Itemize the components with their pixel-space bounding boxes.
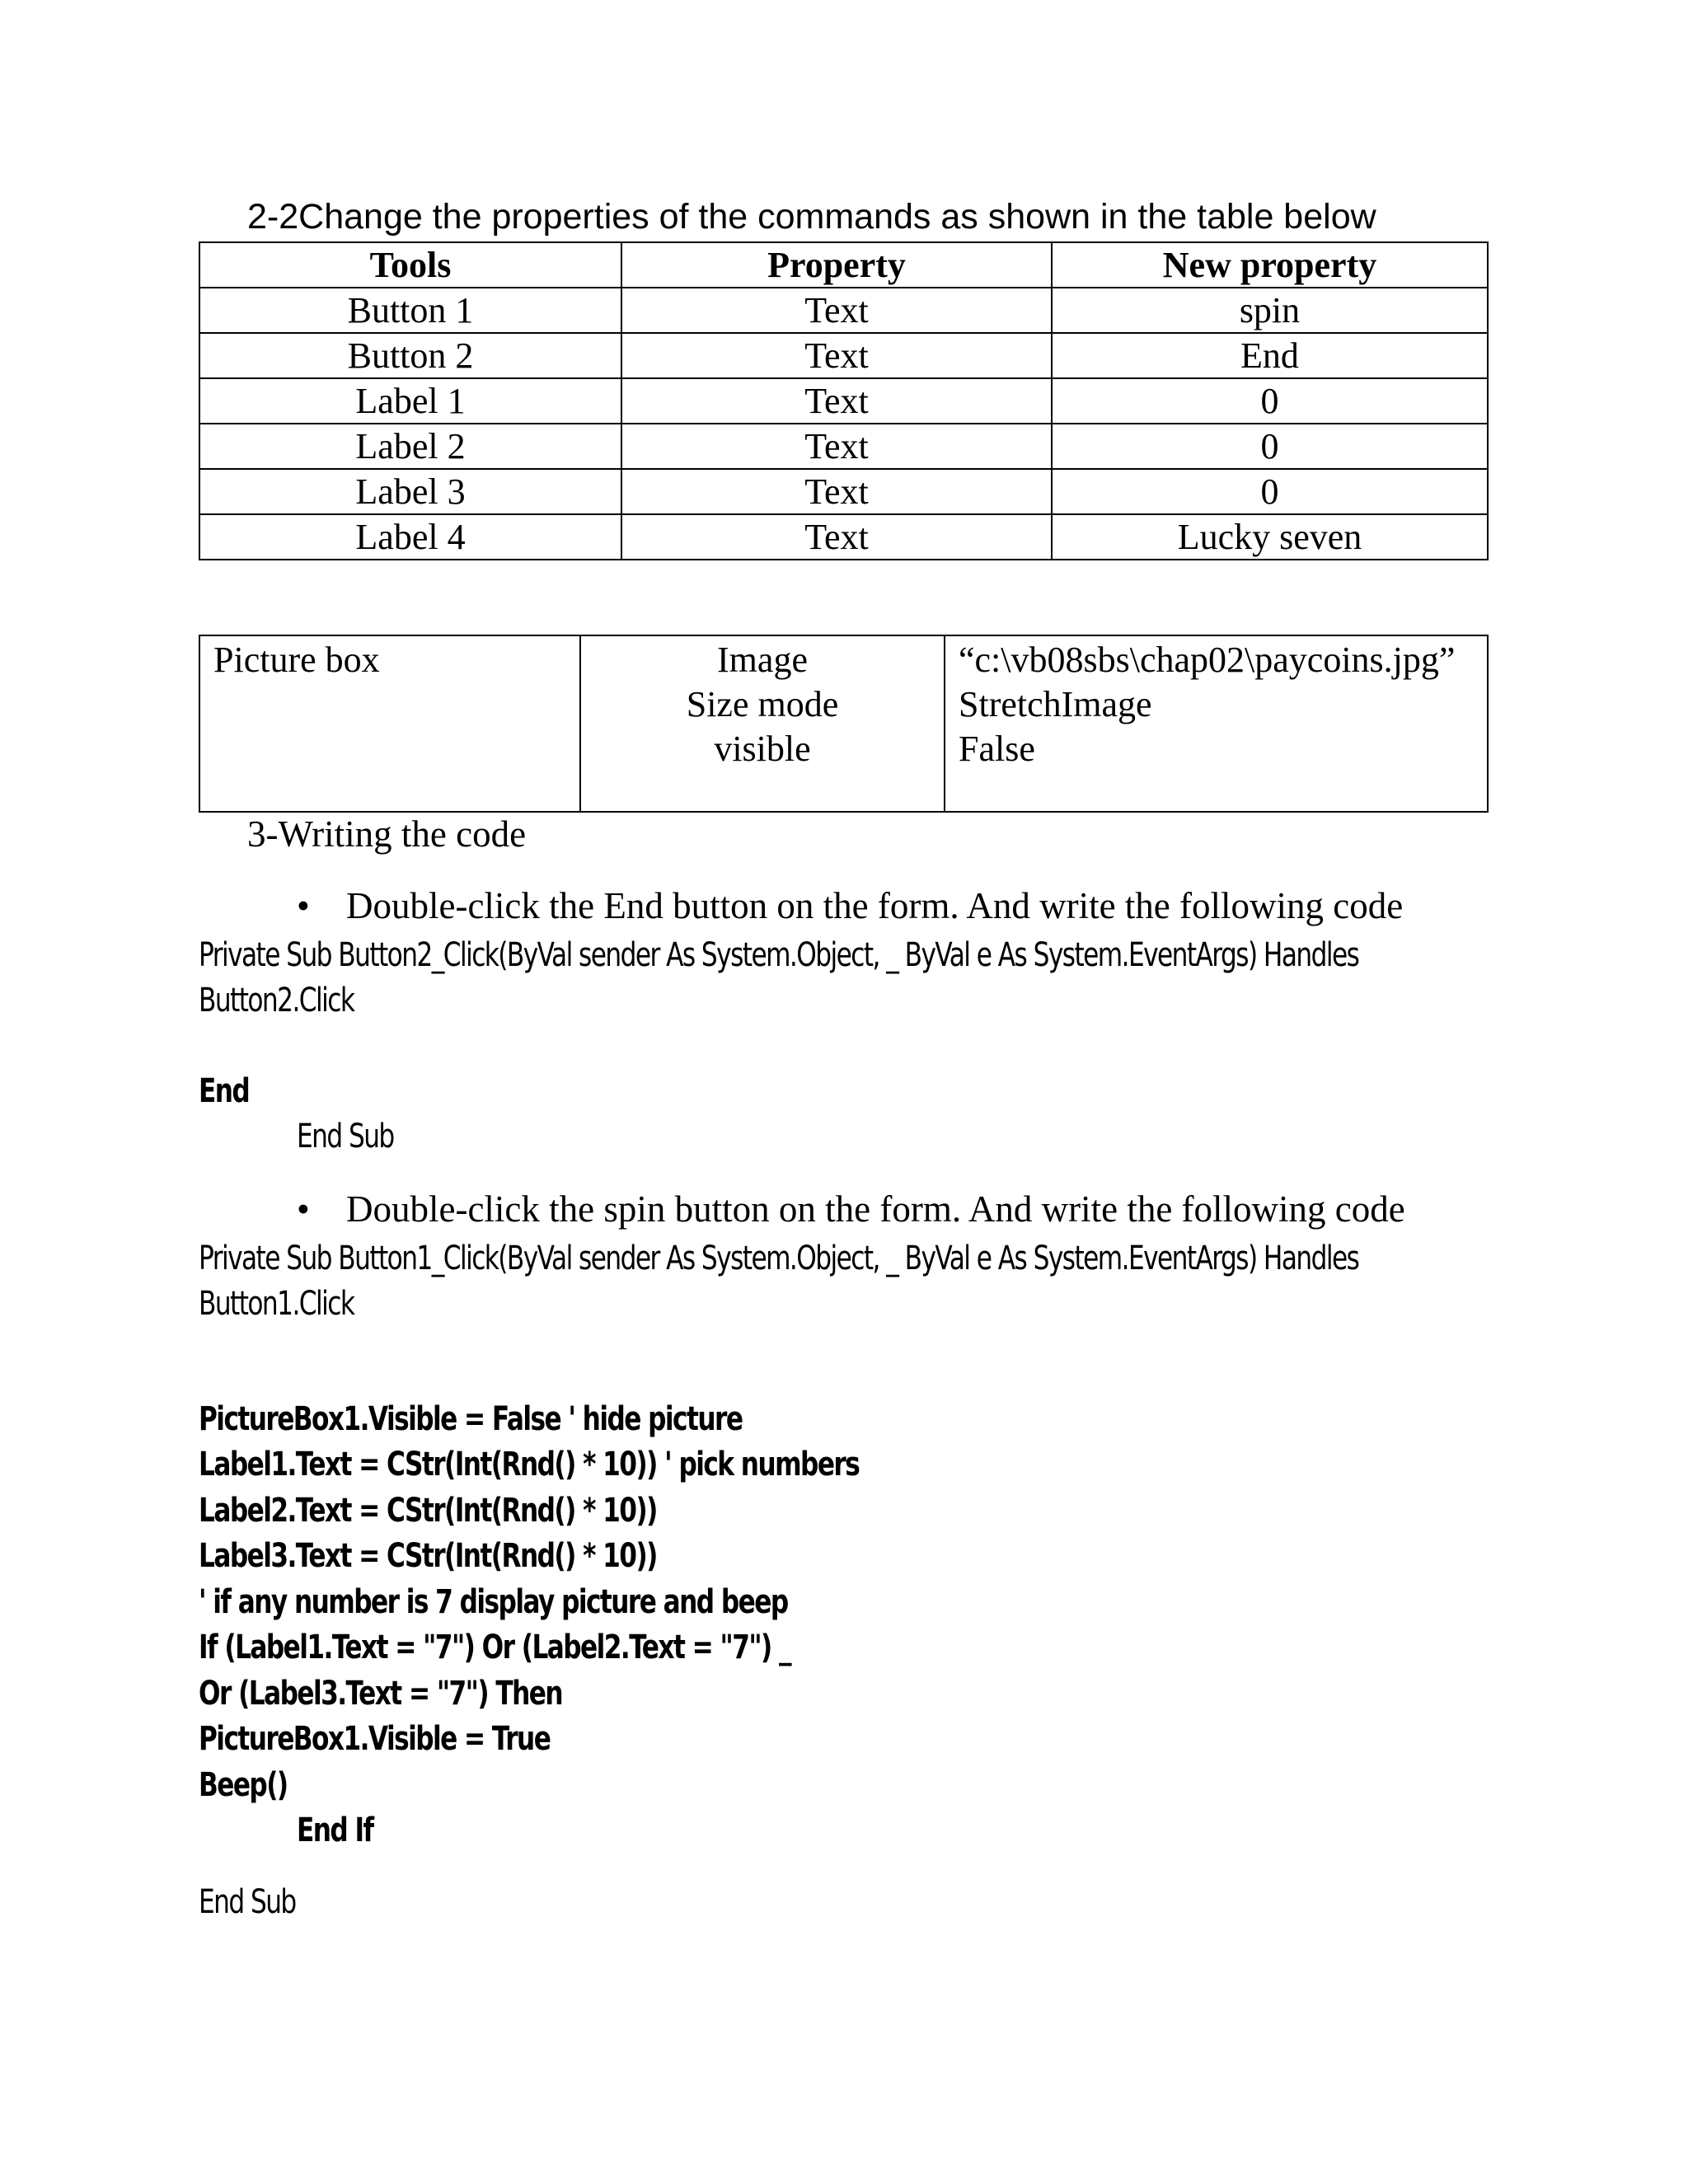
table-row	[199, 333, 1488, 378]
property-image: Image	[717, 640, 808, 680]
code-line: End	[199, 1072, 250, 1110]
cell-tool: Label 3	[199, 469, 621, 514]
header-property: Property	[621, 242, 1052, 288]
property-size-mode: Size mode	[686, 684, 839, 724]
cell-tool: Button 1	[199, 288, 621, 333]
code-line: PictureBox1.Visible = True	[199, 1720, 551, 1758]
code-line: Label2.Text = CStr(Int(Rnd() * 10))	[199, 1492, 657, 1530]
value-image-path: “c:\vb08sbs\chap02\paycoins.jpg”	[959, 640, 1456, 680]
header-new-property: New property	[1052, 242, 1488, 288]
code-line: Label3.Text = CStr(Int(Rnd() * 10))	[199, 1537, 657, 1575]
bullet-end-button	[297, 883, 1403, 928]
picture-box-table	[199, 635, 1489, 813]
table-row	[199, 469, 1488, 514]
code-line: Button2.Click	[199, 982, 354, 1019]
cell-new-property: End	[1052, 333, 1488, 378]
table-row	[199, 378, 1488, 424]
bullet-text: Double-click the spin button on the form. And write the following code	[346, 1188, 1405, 1230]
code-line: ' if any number is 7 display picture and beep	[199, 1583, 788, 1621]
cell-tool: Label 2	[199, 424, 621, 469]
code-line: End Sub	[297, 1118, 394, 1155]
code-line: Beep()	[199, 1766, 288, 1804]
cell-new-property: 0	[1052, 424, 1488, 469]
code-line: Label1.Text = CStr(Int(Rnd() * 10)) ' pick numbers	[199, 1446, 860, 1483]
code-line: Or (Label3.Text = "7") Then	[199, 1675, 563, 1713]
header-tools: Tools	[199, 242, 621, 288]
cell-tool: Button 2	[199, 333, 621, 378]
bullet-icon: •	[297, 1188, 310, 1230]
bullet-spin-button	[297, 1187, 1405, 1231]
property-visible: visible	[714, 729, 811, 769]
cell-property: Text	[621, 469, 1052, 514]
code-line: PictureBox1.Visible = False ' hide picture	[199, 1400, 743, 1438]
cell-properties	[580, 635, 945, 812]
section-heading-3: 3-Writing the code	[247, 813, 527, 855]
section-heading-2-2: 2-2Change the properties of the commands as shown in the table below	[247, 197, 1376, 237]
code-line: Button1.Click	[199, 1285, 354, 1323]
value-size-mode: StretchImage	[959, 684, 1152, 724]
code-line: End Sub	[199, 1883, 296, 1921]
cell-property: Text	[621, 288, 1052, 333]
cell-property: Text	[621, 333, 1052, 378]
cell-property: Text	[621, 424, 1052, 469]
cell-tool: Label 1	[199, 378, 621, 424]
table-row	[199, 514, 1488, 560]
cell-property: Text	[621, 378, 1052, 424]
bullet-icon: •	[297, 885, 310, 926]
cell-values	[945, 635, 1488, 812]
code-line: End If	[297, 1811, 373, 1849]
code-line: Private Sub Button2_Click(ByVal sender As System.Object, _ ByVal e As System.EventArgs) Handles	[199, 936, 1359, 974]
cell-property: Text	[621, 514, 1052, 560]
value-visible: False	[959, 729, 1035, 769]
properties-table	[199, 241, 1489, 560]
cell-new-property: spin	[1052, 288, 1488, 333]
table-header-row	[199, 242, 1488, 288]
bullet-text: Double-click the End button on the form. And write the following code	[346, 885, 1404, 926]
cell-tool: Picture box	[199, 635, 580, 812]
table-row	[199, 288, 1488, 333]
cell-new-property: 0	[1052, 378, 1488, 424]
code-line: If (Label1.Text = "7") Or (Label2.Text = "7") _	[199, 1629, 791, 1666]
table-row	[199, 424, 1488, 469]
cell-new-property: 0	[1052, 469, 1488, 514]
cell-tool: Label 4	[199, 514, 621, 560]
cell-new-property: Lucky seven	[1052, 514, 1488, 560]
code-line: Private Sub Button1_Click(ByVal sender As System.Object, _ ByVal e As System.EventArgs) Handles	[199, 1240, 1359, 1277]
table-row	[199, 635, 1488, 812]
